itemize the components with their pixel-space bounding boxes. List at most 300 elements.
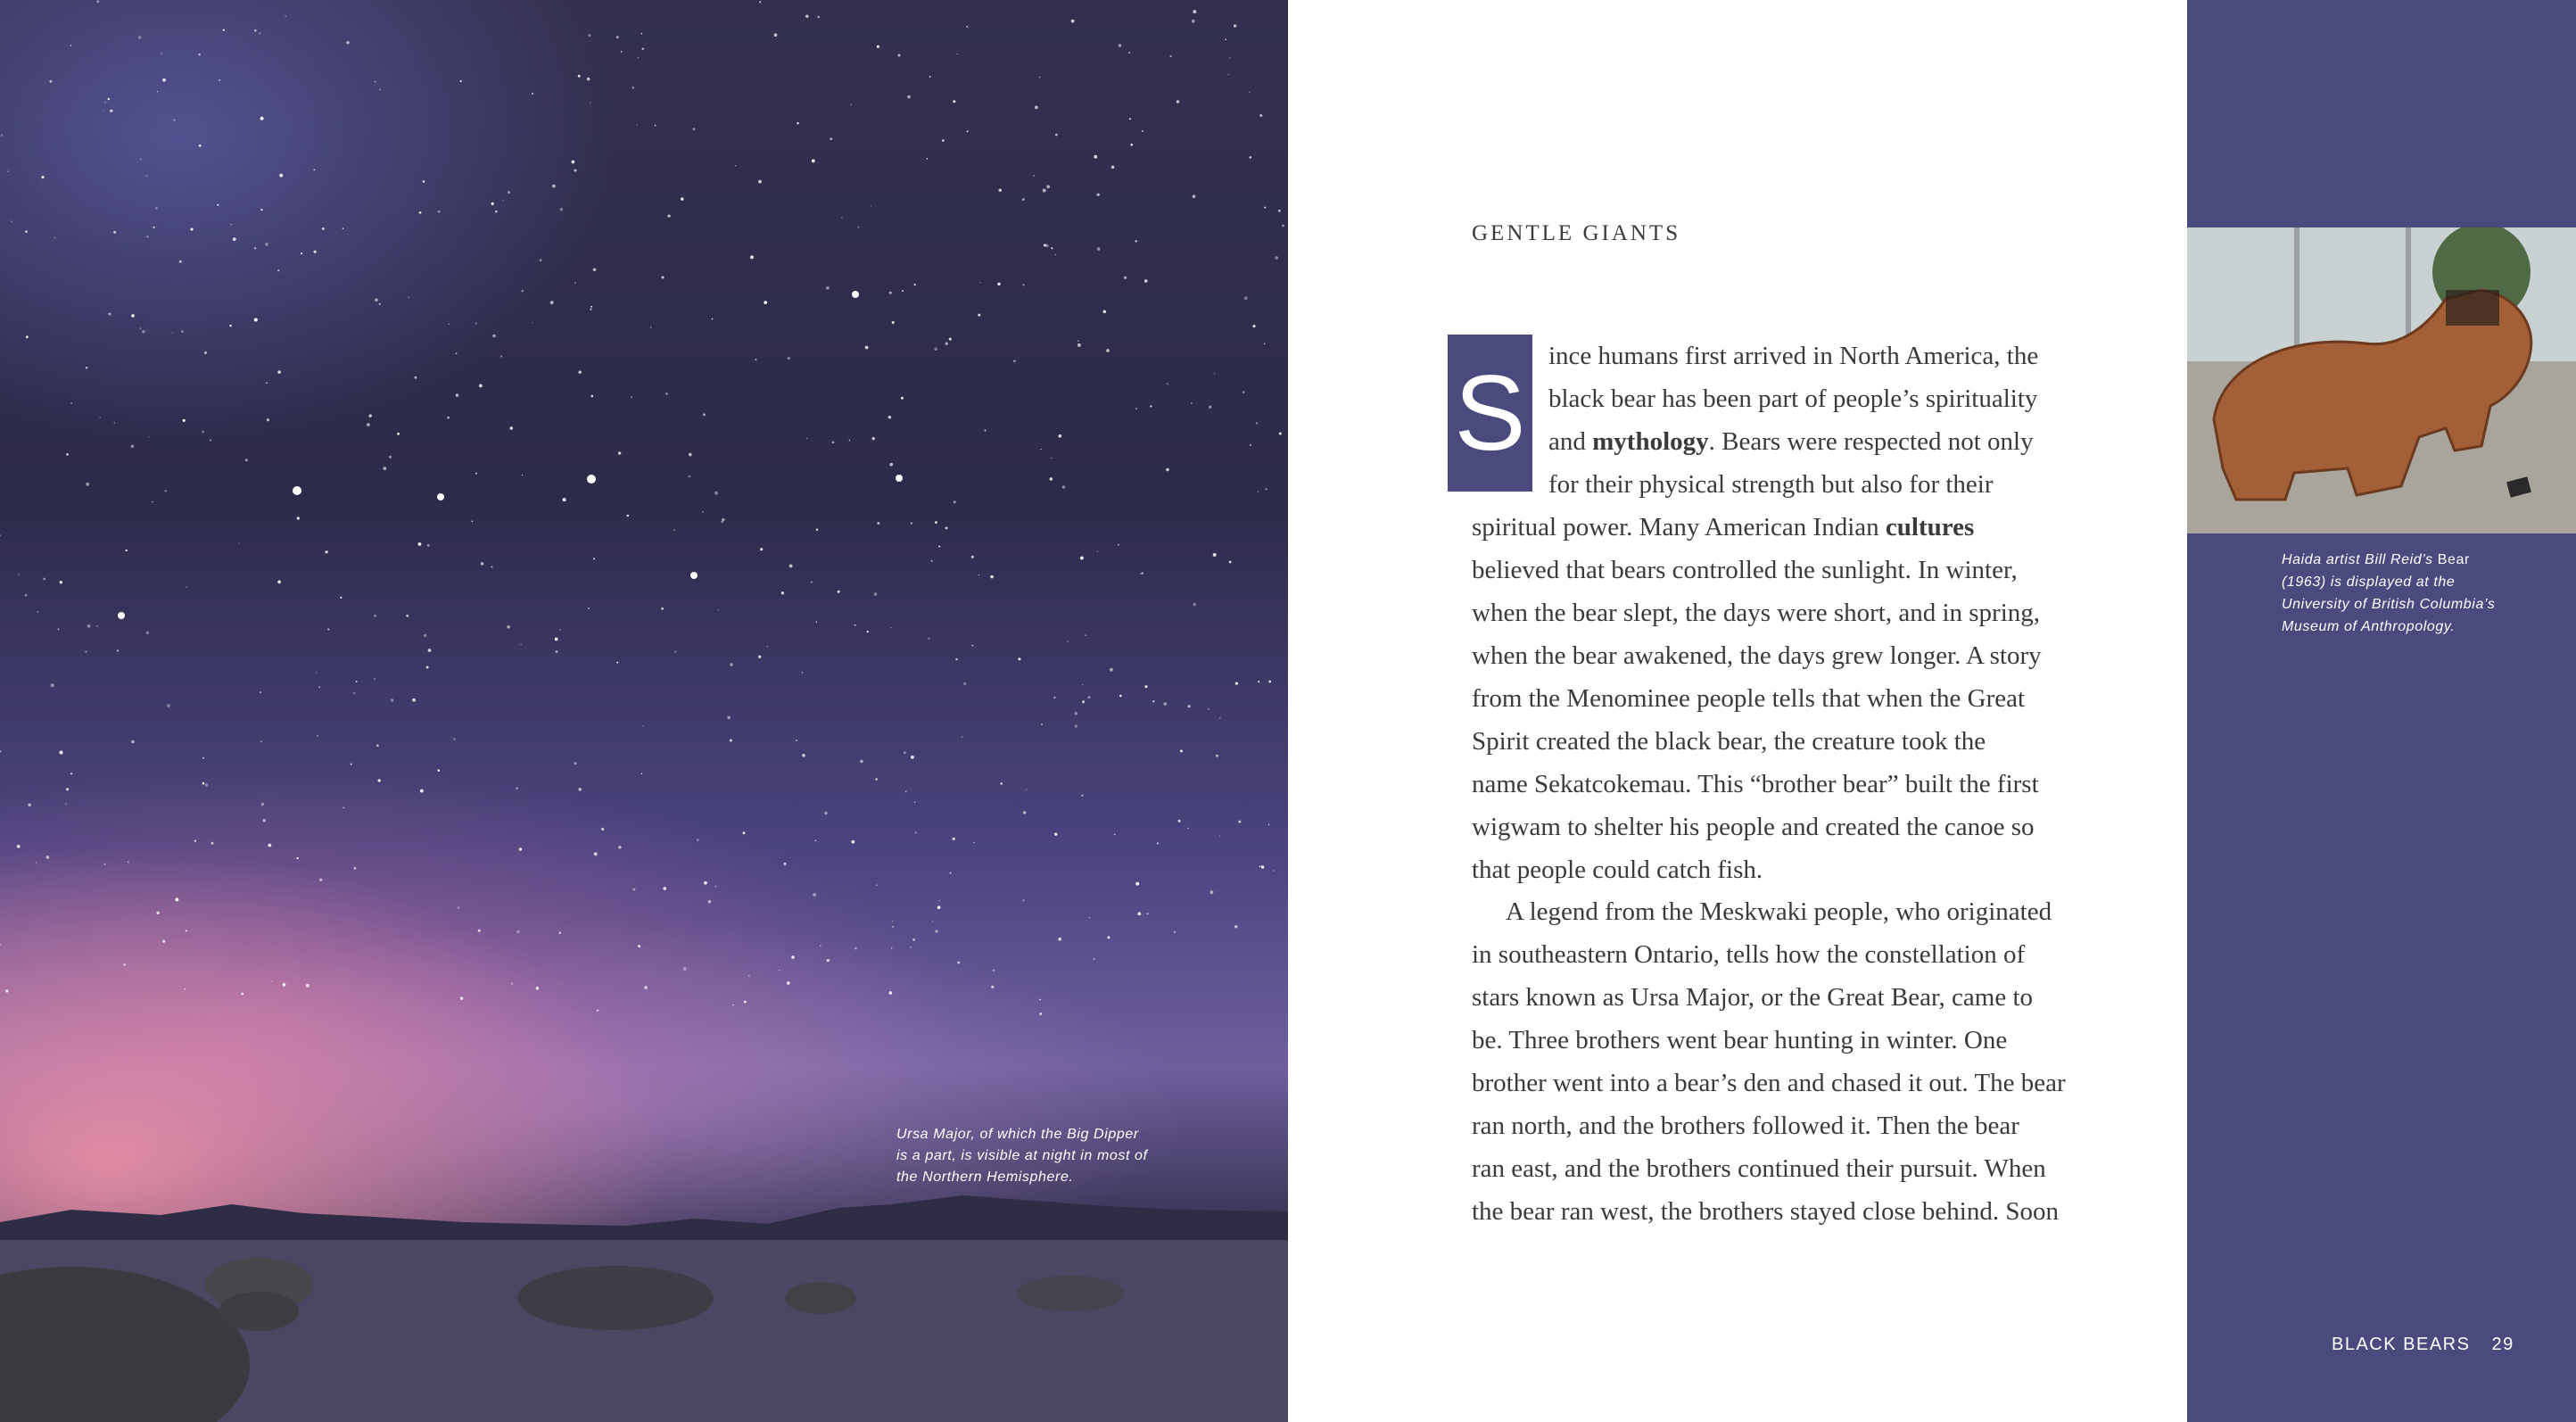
drop-cap: S (1448, 335, 1532, 492)
star (1128, 52, 1130, 54)
star (202, 431, 204, 434)
star (764, 301, 767, 304)
star (665, 393, 668, 395)
star (797, 122, 799, 125)
star (438, 211, 441, 213)
star (267, 418, 269, 421)
star (704, 881, 707, 885)
star (351, 764, 352, 765)
star (641, 773, 643, 775)
star (7, 171, 8, 172)
caption-line: University of British Columbia’s (2282, 597, 2496, 612)
star (277, 370, 281, 374)
star (674, 651, 676, 653)
star (1249, 92, 1250, 93)
star (245, 459, 248, 461)
star (1219, 835, 1220, 836)
star (49, 80, 52, 83)
star (1075, 712, 1078, 715)
star (318, 686, 320, 688)
star (802, 672, 803, 673)
text-line: ran north, and the brothers followed it. Then the bear (1472, 1112, 2019, 1140)
star (1135, 882, 1139, 886)
star (164, 490, 167, 492)
star (108, 312, 111, 315)
star (1180, 749, 1183, 752)
star (661, 608, 664, 610)
star (519, 847, 522, 850)
star (378, 779, 381, 781)
star (60, 751, 63, 755)
text-line: A legend from the Meskwaki people, who originated (1506, 897, 2052, 926)
star (155, 207, 157, 209)
star (638, 57, 639, 58)
star (841, 217, 843, 219)
star (1144, 685, 1147, 688)
star (1258, 681, 1259, 682)
star (86, 367, 88, 369)
text-line: wigwam to shelter his people and created the canoe so (1472, 813, 2035, 841)
star (1140, 573, 1142, 575)
star (317, 735, 318, 737)
star (904, 751, 906, 754)
star (832, 441, 835, 443)
star (406, 615, 409, 617)
dipper-star (896, 475, 903, 482)
star (590, 306, 592, 308)
star (971, 556, 974, 558)
star (593, 269, 597, 272)
book-title: BLACK BEARS (2332, 1335, 2471, 1354)
star (108, 98, 110, 100)
star (631, 396, 632, 398)
star (816, 621, 817, 622)
star (172, 333, 173, 334)
star (928, 638, 929, 640)
star (417, 542, 421, 546)
sidebar-panel (2187, 0, 2576, 1422)
star (1023, 899, 1025, 901)
star (516, 930, 519, 933)
star (877, 522, 879, 525)
text-fragment: . Bears were respected not only (1708, 427, 2034, 456)
star (683, 967, 687, 971)
star (1256, 422, 1259, 425)
star (260, 117, 264, 120)
star (375, 298, 378, 302)
star (191, 227, 194, 230)
star (1033, 175, 1034, 176)
star (113, 231, 116, 234)
star (1039, 999, 1041, 1001)
star (210, 439, 211, 441)
star (632, 888, 635, 890)
star (140, 159, 142, 161)
star (1107, 936, 1110, 938)
star (179, 260, 182, 263)
star (414, 376, 417, 379)
star (1261, 865, 1265, 869)
star (910, 947, 912, 948)
star (735, 165, 737, 167)
star (815, 840, 816, 841)
star (911, 522, 912, 524)
star (254, 318, 258, 322)
star (131, 314, 135, 318)
star (70, 773, 72, 774)
star (990, 575, 993, 578)
star (914, 284, 916, 285)
star (346, 41, 350, 45)
star (642, 725, 643, 726)
star (702, 511, 704, 513)
star (616, 662, 618, 664)
star (374, 81, 376, 83)
star (1040, 449, 1041, 450)
star (51, 683, 54, 687)
star (949, 338, 952, 341)
star (1278, 210, 1281, 212)
star (855, 947, 857, 950)
star (37, 611, 38, 613)
star (1097, 247, 1101, 251)
star (985, 430, 987, 432)
star (114, 422, 115, 423)
star (824, 812, 827, 814)
star (774, 33, 778, 37)
star (827, 959, 830, 962)
star (1097, 194, 1100, 196)
star (1234, 24, 1236, 27)
star (1055, 134, 1058, 136)
star (935, 521, 937, 524)
star (0, 944, 1, 946)
star (911, 756, 914, 759)
star (1187, 828, 1189, 830)
star (173, 119, 175, 120)
star (966, 26, 968, 28)
star (914, 831, 916, 833)
star (263, 819, 266, 822)
star (1051, 458, 1053, 459)
star (322, 227, 325, 230)
sky-photo-caption (896, 1124, 1182, 1188)
dipper-star (293, 486, 301, 495)
star (152, 501, 153, 502)
star (241, 993, 244, 996)
star (556, 650, 558, 653)
star (892, 321, 895, 324)
star (650, 327, 652, 328)
star (1130, 144, 1133, 146)
star (950, 872, 952, 874)
star (157, 91, 158, 92)
star (383, 467, 386, 470)
star (813, 893, 816, 897)
shrub (785, 1282, 856, 1314)
star (186, 930, 187, 931)
star (945, 526, 948, 529)
star (1053, 697, 1055, 699)
star (638, 945, 640, 947)
star (277, 269, 279, 271)
star (872, 437, 875, 440)
text-line: in southeastern Ontario, tells how the constellation of (1472, 940, 2026, 969)
star (962, 736, 963, 738)
star (138, 36, 142, 39)
star (424, 634, 426, 637)
star (760, 548, 763, 550)
star (1157, 842, 1159, 844)
star (1077, 343, 1081, 347)
star (1144, 279, 1148, 283)
star (285, 15, 286, 16)
star (1119, 44, 1121, 46)
star (1082, 684, 1083, 685)
star (1054, 832, 1057, 835)
paragraph-2 (1472, 890, 2066, 1233)
star (479, 384, 483, 388)
text-line: ran east, and the brothers continued their pursuit. When (1472, 1154, 2046, 1183)
star (588, 608, 590, 609)
star (71, 402, 72, 403)
star (644, 986, 648, 989)
star (449, 324, 450, 325)
star (369, 414, 372, 417)
star (663, 887, 666, 890)
star (131, 445, 134, 448)
star (1264, 343, 1266, 344)
star (703, 413, 706, 416)
star (1210, 890, 1213, 894)
star (420, 790, 424, 793)
star (789, 564, 793, 567)
star (1169, 55, 1171, 57)
star (579, 371, 582, 374)
star (340, 597, 342, 599)
star (806, 438, 808, 440)
star (1071, 20, 1075, 23)
star (478, 930, 481, 932)
star (66, 788, 69, 790)
star (783, 863, 786, 865)
star (279, 174, 283, 178)
star (265, 243, 268, 245)
star (139, 327, 141, 329)
star (967, 130, 969, 132)
star (779, 970, 780, 971)
ursa-major-stars (118, 291, 903, 619)
star (126, 550, 128, 551)
star (945, 343, 948, 345)
star (927, 158, 929, 160)
star (874, 592, 878, 596)
star (974, 842, 975, 843)
star (1, 134, 3, 136)
star (183, 419, 186, 422)
paragraph-1 (1472, 335, 2042, 891)
caption-line: Museum of Anthropology. (2282, 619, 2456, 634)
star (1039, 77, 1041, 79)
star (316, 672, 317, 673)
star (681, 197, 683, 200)
star (1129, 118, 1131, 120)
star (855, 624, 856, 626)
text-line: the bear ran west, the brothers stayed close behind. Soon (1472, 1197, 2059, 1226)
star (397, 433, 400, 435)
star (902, 290, 904, 292)
star (1264, 207, 1266, 209)
star (767, 646, 768, 647)
star (1058, 938, 1061, 941)
star (301, 252, 302, 254)
star (511, 982, 513, 984)
star (1088, 696, 1091, 699)
star (1209, 406, 1211, 409)
star (991, 986, 994, 988)
star (1266, 488, 1267, 490)
star (219, 79, 220, 81)
star (202, 782, 205, 785)
star (1110, 668, 1113, 672)
star (1275, 256, 1278, 260)
text-line: stars known as Ursa Major, or the Great Bear, came to (1472, 983, 2034, 1012)
star (890, 627, 891, 628)
star (860, 760, 863, 764)
caption-line: Ursa Major, of which the Big Dipper (896, 1127, 1139, 1142)
star (181, 330, 184, 333)
star (876, 884, 878, 886)
star (356, 681, 358, 682)
star (1208, 708, 1210, 710)
star (616, 36, 619, 38)
dipper-star (852, 291, 859, 298)
star (353, 692, 356, 695)
star (319, 878, 322, 880)
star (892, 926, 894, 928)
star (36, 862, 37, 864)
star (204, 351, 207, 354)
star (1135, 240, 1137, 242)
star (661, 276, 664, 278)
star (574, 282, 576, 284)
star (283, 983, 286, 987)
star (162, 940, 165, 943)
star (297, 517, 300, 519)
star (1268, 680, 1271, 682)
star (655, 125, 656, 127)
star (58, 628, 60, 630)
star (296, 857, 298, 859)
star (1046, 185, 1050, 188)
star (838, 591, 840, 593)
star (1114, 834, 1116, 836)
star (1235, 682, 1238, 684)
star (957, 962, 960, 964)
star (618, 451, 621, 454)
star (1018, 657, 1020, 660)
star (25, 231, 27, 233)
star (1225, 39, 1226, 41)
star (693, 128, 696, 130)
star (816, 528, 819, 531)
star (888, 991, 892, 995)
star (889, 292, 892, 294)
star (447, 417, 450, 419)
star (472, 521, 474, 523)
star (963, 682, 966, 685)
star (343, 227, 344, 229)
star (233, 237, 236, 241)
star (367, 423, 370, 426)
star (796, 740, 797, 741)
star (25, 594, 28, 597)
star (578, 75, 581, 78)
star (1022, 284, 1024, 285)
glossary-term-cultures: cultures (1885, 513, 1975, 542)
star (1163, 702, 1167, 706)
star (1282, 225, 1284, 227)
star (820, 946, 821, 947)
star (914, 802, 915, 803)
star (1094, 155, 1097, 159)
star (1039, 1013, 1042, 1015)
star (41, 176, 44, 178)
text-line: be. Three brothers went bear hunting in winter. One (1472, 1026, 2008, 1054)
star (428, 649, 432, 652)
star (230, 224, 232, 226)
star (755, 359, 756, 360)
star (271, 980, 272, 981)
star (802, 754, 805, 757)
star (1082, 700, 1085, 703)
star (325, 550, 327, 553)
star (1152, 700, 1154, 702)
star (727, 716, 731, 720)
star (578, 788, 581, 790)
sculpture-photo-caption (2282, 549, 2549, 638)
star (500, 355, 502, 357)
star (1268, 823, 1270, 825)
star (942, 139, 945, 142)
star (379, 89, 380, 90)
bear-sculpture-illustration (2187, 227, 2576, 533)
shrub (517, 1266, 714, 1330)
text-line: that people could catch fish. (1472, 856, 1763, 884)
star (636, 125, 637, 126)
star (0, 534, 1, 535)
star (560, 208, 563, 211)
star (953, 838, 955, 840)
star (260, 740, 262, 742)
star (260, 209, 262, 211)
star (1249, 156, 1251, 159)
star (971, 645, 973, 647)
star (1213, 553, 1217, 557)
text-fragment: and (1548, 427, 1593, 456)
star (897, 54, 900, 56)
star (162, 79, 166, 82)
star (327, 628, 329, 630)
star (931, 560, 933, 562)
star (999, 189, 1002, 192)
star (1193, 194, 1196, 198)
star (426, 666, 429, 669)
star (812, 160, 815, 163)
star (60, 581, 62, 583)
star (744, 1001, 747, 1004)
star (254, 29, 257, 32)
